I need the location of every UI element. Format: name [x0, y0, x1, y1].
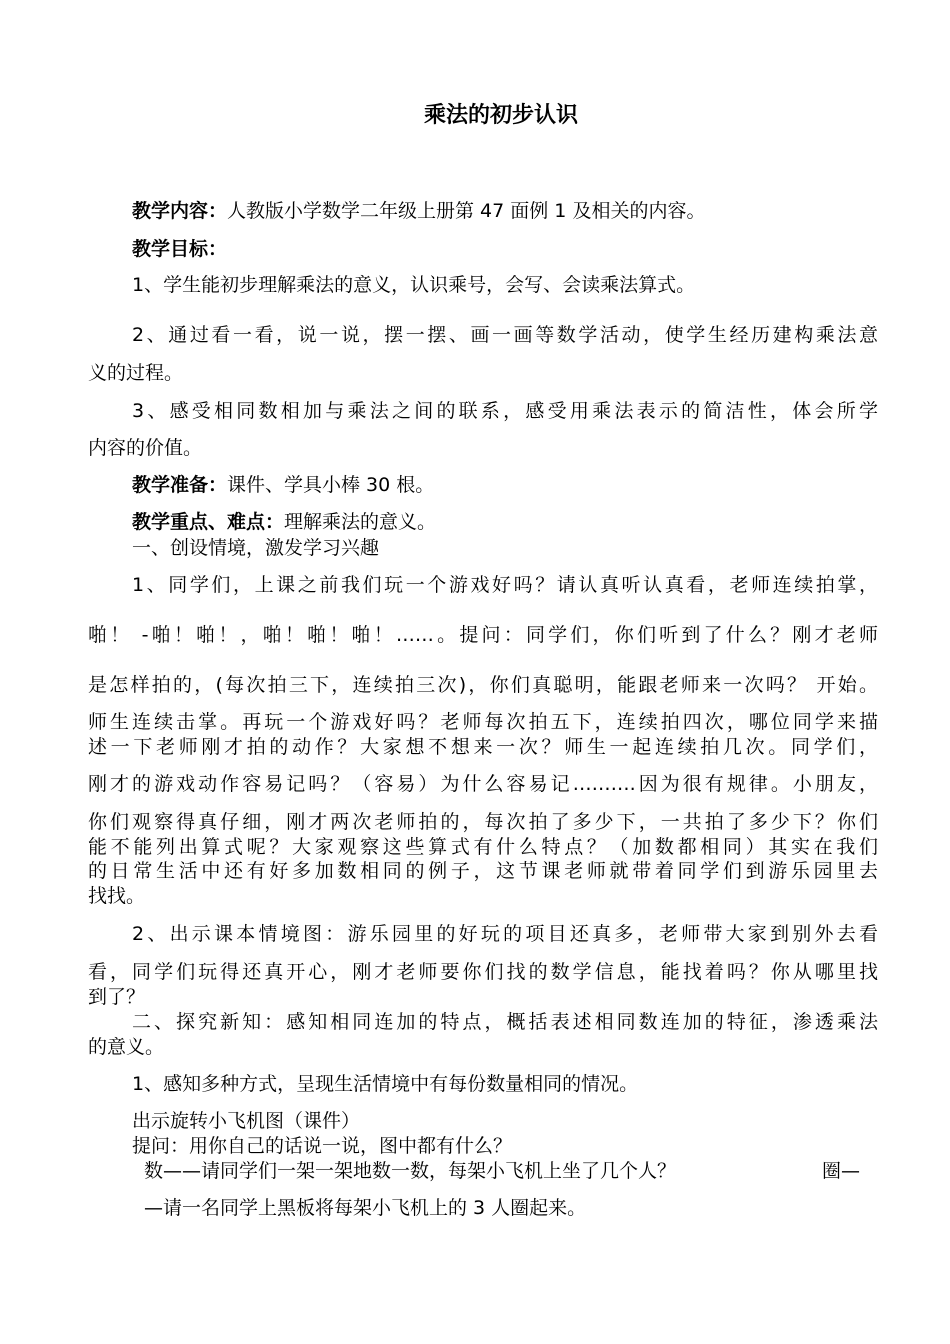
paragraph-2-line-3: 到了？ [88, 986, 146, 1008]
paragraph-6-tail: 圈— [822, 1160, 861, 1182]
paragraph-7: —请一名同学上黑板将每架小飞机上的 3 人圈起来。 [144, 1197, 587, 1219]
paragraph-1-line-8: 能不能列出算式呢？大家观察这些算式有什么特点？（加数都相同）其实在我们 [88, 836, 878, 858]
paragraph-1-line-10: 找找。 [88, 885, 146, 907]
paragraph-1-line-1: 1、同学们，上课之前我们玩一个游戏好吗？请认真听认真看，老师连续拍掌， [132, 574, 878, 596]
paragraph-1-line-4: 师生连续击掌。再玩一个游戏好吗？老师每次拍五下，连续拍四次，哪位同学来描 [88, 711, 878, 733]
teaching-goals-label [132, 237, 878, 261]
paragraph-2-line-2: 看，同学们玩得还真开心，刚才老师要你们找的数学信息，能找着吗？你从哪里找 [88, 961, 878, 983]
teaching-prep-text: 课件、学具小棒 30 根。 [227, 474, 435, 496]
key-points-line [132, 510, 878, 534]
goals-label-text: 教学目标： [132, 238, 228, 260]
document-title: 乘法的初步认识 [423, 103, 578, 128]
teaching-prep-label: 教学准备： [132, 474, 228, 496]
paragraph-1-line-2: 啪！ -啪！啪！，啪！啪！啪！……。提问：同学们，你们听到了什么？刚才老师 [88, 624, 878, 646]
key-points-label: 教学重点、难点： [132, 511, 285, 533]
goal-1: 1、学生能初步理解乘法的意义，认识乘号，会写、会读乘法算式。 [132, 274, 696, 296]
section-1-heading: 一、创设情境，激发学习兴趣 [132, 537, 380, 559]
paragraph-1-line-9: 的日常生活中还有好多加数相同的例子，这节课老师就带着同学们到游乐园里去 [88, 860, 878, 882]
paragraph-1-line-5: 述一下老师刚才拍的动作？大家想不想来一次？师生一起连续拍几次。同学们， [88, 736, 878, 758]
paragraph-5: 提问：用你自己的话说一说，图中都有什么？ [132, 1135, 513, 1157]
goal-3-line-1: 3、感受相同数相加与乘法之间的联系，感受用乘法表示的简洁性，体会所学 [132, 400, 878, 422]
paragraph-6-text: 数——请同学们一架一架地数一数，每架小飞机上坐了几个人？ [144, 1160, 677, 1182]
paragraph-2-line-1: 2、出示课本情境图：游乐园里的好玩的项目还真多，老师带大家到别外去看 [132, 923, 878, 945]
paragraph-4: 出示旋转小飞机图（课件） [132, 1110, 361, 1132]
section-2-line-2: 的意义。 [88, 1036, 165, 1058]
teaching-content-label: 教学内容： [132, 200, 228, 222]
goal-2-line-2: 义的过程。 [88, 362, 184, 384]
paragraph-1-line-3: 是怎样拍的，(每次拍三下，连续拍三次)，你们真聪明，能跟老师来一次吗？ 开始。 [88, 674, 878, 696]
teaching-content-text: 人教版小学数学二年级上册第 47 面例 1 及相关的内容。 [227, 200, 706, 222]
paragraph-1-line-6: 刚才的游戏动作容易记吗？（容易）为什么容易记……….因为很有规律。小朋友， [88, 773, 878, 795]
paragraph-1-line-7: 你们观察得真仔细，刚才两次老师拍的，每次拍了多少下，一共拍了多少下？你们 [88, 811, 878, 833]
goal-2-line-1: 2、通过看一看，说一说，摆一摆、画一画等数学活动，使学生经历建构乘法意 [132, 324, 878, 346]
paragraph-3: 1、感知多种方式，呈现生活情境中有每份数量相同的情况。 [132, 1073, 639, 1095]
teaching-prep-line [132, 473, 878, 497]
key-points-text: 理解乘法的意义。 [284, 511, 437, 533]
teaching-content-line [132, 199, 878, 223]
goal-3-line-2: 内容的价值。 [88, 437, 203, 459]
paragraph-6-line [144, 1159, 878, 1183]
section-2-line-1: 二、探究新知：感知相同连加的特点，概括表述相同数连加的特征，渗透乘法 [132, 1011, 878, 1033]
